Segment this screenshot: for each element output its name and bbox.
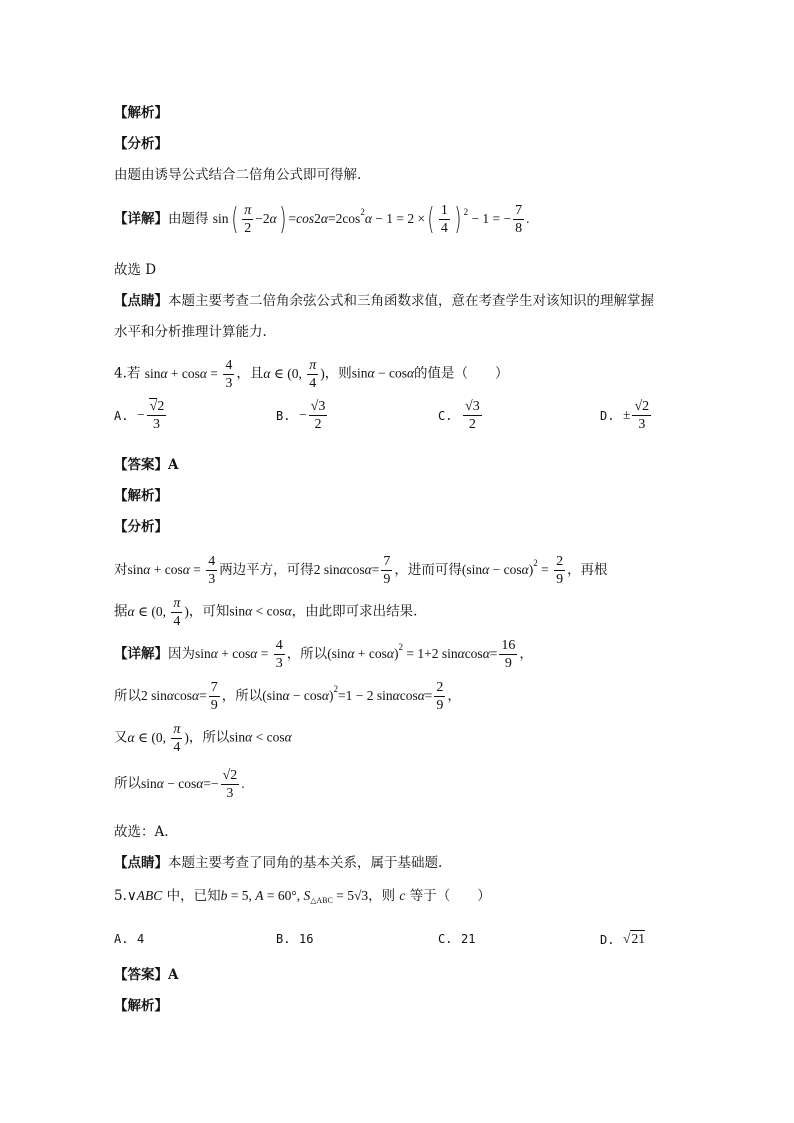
text: 中，已知	[166, 888, 221, 904]
option-c[interactable]: C. $\frac{√3}{2}$	[438, 399, 480, 432]
guxuan-d: 故选 D	[114, 262, 157, 278]
text: ，进而可得	[394, 562, 462, 578]
question-number: 4.	[114, 365, 127, 382]
stem-text: ，则	[324, 365, 352, 382]
text: ，由此即可求出结果.	[291, 603, 418, 620]
stem-text: ，且	[236, 365, 264, 382]
question-5-options	[114, 930, 714, 952]
fenxi-4: 【分析】	[114, 519, 168, 535]
option-value: 16	[299, 931, 314, 946]
xiangjie-label: 【详解】	[114, 211, 168, 227]
dianjing-text: 本题主要考查了同角的基本关系，属于基础题.	[168, 855, 443, 871]
option-a[interactable]	[114, 930, 144, 946]
text: ，再根	[567, 562, 608, 578]
option-label: A.	[114, 931, 129, 946]
fenxi-heading: 【分析】	[114, 136, 168, 152]
formula: b = 5, A = 60°, $S_{\triangle ABC} = 5√3$	[220, 888, 369, 905]
xiangjie-4-line-3	[114, 721, 292, 756]
text: 对	[114, 562, 128, 578]
option-value: 21	[461, 931, 476, 946]
fenxi-4-line-2	[114, 595, 417, 630]
text: 所以	[114, 775, 141, 792]
option-b[interactable]	[276, 930, 314, 946]
text: 又	[114, 729, 128, 746]
text: 因为	[168, 646, 195, 662]
formula: c	[399, 888, 406, 903]
formula: $(\sin\alpha - \cos\alpha)^2=1 - 2$ sinαcosα= $\frac{2}{9}$	[262, 680, 444, 714]
xiangjie-4-line-1	[114, 637, 533, 672]
text: ，	[519, 646, 533, 662]
formula: 2 sinαcosα= $\frac{7}{9}$	[313, 554, 391, 588]
question-5-stem	[114, 886, 491, 911]
answer-5: 【答案】A	[114, 967, 179, 983]
formula: ∨ABC	[126, 888, 163, 903]
xiangjie-4-line-2	[114, 679, 461, 714]
text: 等于（ ）	[409, 888, 491, 904]
option-label: B.	[276, 931, 291, 946]
dianjing-label: 【点睛】	[114, 293, 168, 309]
option-c[interactable]	[438, 930, 476, 946]
xiangjie-label: 【详解】	[114, 646, 168, 662]
text: 所以	[114, 688, 141, 704]
formula: sinα < cosα	[229, 603, 292, 619]
formula-given: sinα + cosα = $\frac{4}{3}$	[144, 358, 233, 391]
option-value: 4	[137, 931, 145, 946]
stem-text: 若	[126, 365, 141, 382]
text: ，所以	[188, 729, 230, 746]
text: 据	[114, 603, 128, 620]
guxuan-4: 故选：A.	[114, 824, 169, 840]
text: ，所以	[286, 646, 328, 662]
formula: $(\sin\alpha - \cos\alpha)^2$ = $\frac{2}{9}$	[461, 554, 564, 588]
formula: α ∈ (0, $\frac{\pi}{4}$ )	[127, 596, 189, 629]
option-d[interactable]	[600, 930, 645, 947]
option-label: C.	[438, 408, 453, 423]
xiangjie-line	[114, 202, 530, 237]
analysis-heading: 【解析】	[114, 105, 168, 121]
stem-text: 的值是（ ）	[414, 365, 509, 382]
formula: sinα + cosα = $\frac{4}{3}$	[195, 638, 283, 672]
option-label: A.	[114, 408, 129, 423]
formula-range: α ∈ (0, $\frac{\pi}{4}$ )	[263, 358, 325, 391]
text: ，所以	[221, 688, 263, 704]
dianjing-text-1: 本题主要考查二倍角余弦公式和三角函数求值，意在考查学生对该知识的理解掌握	[168, 293, 654, 309]
jiexi-5: 【解析】	[114, 998, 168, 1014]
dianjing-line-2: 水平和分析推理计算能力.	[114, 324, 267, 340]
dianjing-label: 【点睛】	[114, 855, 168, 871]
jiexi-4: 【解析】	[114, 488, 168, 504]
option-b[interactable]: B. − $\frac{√3}{2}$	[276, 399, 326, 432]
text: ，	[447, 688, 461, 704]
option-label: C.	[438, 931, 453, 946]
fenxi-text: 由题由诱导公式结合二倍角公式即可得解.	[114, 167, 362, 183]
option-a[interactable]: A. − $\frac{√2}{3}$	[114, 399, 165, 432]
formula: α ∈ (0, $\frac{\pi}{4}$ )	[127, 722, 189, 755]
option-label: D.	[600, 932, 615, 947]
formula: sinα − cosα=− $\frac{√2}{3}$ .	[141, 768, 245, 801]
formula: sinα + cosα = $\frac{4}{3}$	[127, 554, 216, 588]
dianjing-line-1	[114, 291, 654, 311]
option-label: D.	[600, 408, 615, 423]
xiangjie-prefix: 由题得	[168, 211, 209, 227]
option-d[interactable]: D. ± $\frac{√2}{3}$	[600, 399, 650, 432]
dianjing-4	[114, 853, 442, 873]
option-label: B.	[276, 408, 291, 423]
xiangjie-4-line-4	[114, 767, 245, 802]
text: 两边平方，可得	[219, 562, 314, 578]
fenxi-4-line-1	[114, 553, 608, 588]
answer-4: 【答案】A	[114, 457, 179, 473]
question-number: 5.	[114, 888, 127, 904]
text: ，可知	[188, 603, 230, 620]
formula-1: sin( $\frac{\pi}{2}$ $-2\alpha) =\cos 2\alpha=2\cos^2\alpha - 1 = 2$ ×( $\frac{1}{4}$ ) $^2$ − 1 = − $\frac{7}{8}$ .	[212, 201, 530, 237]
formula: sinα < cosα	[229, 729, 292, 745]
formula: $(\sin\alpha + \cos\alpha)^2 = 1+2$ sinαcosα= $\frac{16}{9}$	[327, 638, 516, 672]
question-4-stem	[114, 357, 509, 392]
formula-target: sinα − cosα	[351, 365, 415, 381]
text: ，则	[368, 888, 396, 904]
question-4-options	[114, 398, 714, 442]
option-value: √21	[623, 931, 645, 946]
formula: 2 sinαcosα= $\frac{7}{9}$	[141, 680, 218, 714]
